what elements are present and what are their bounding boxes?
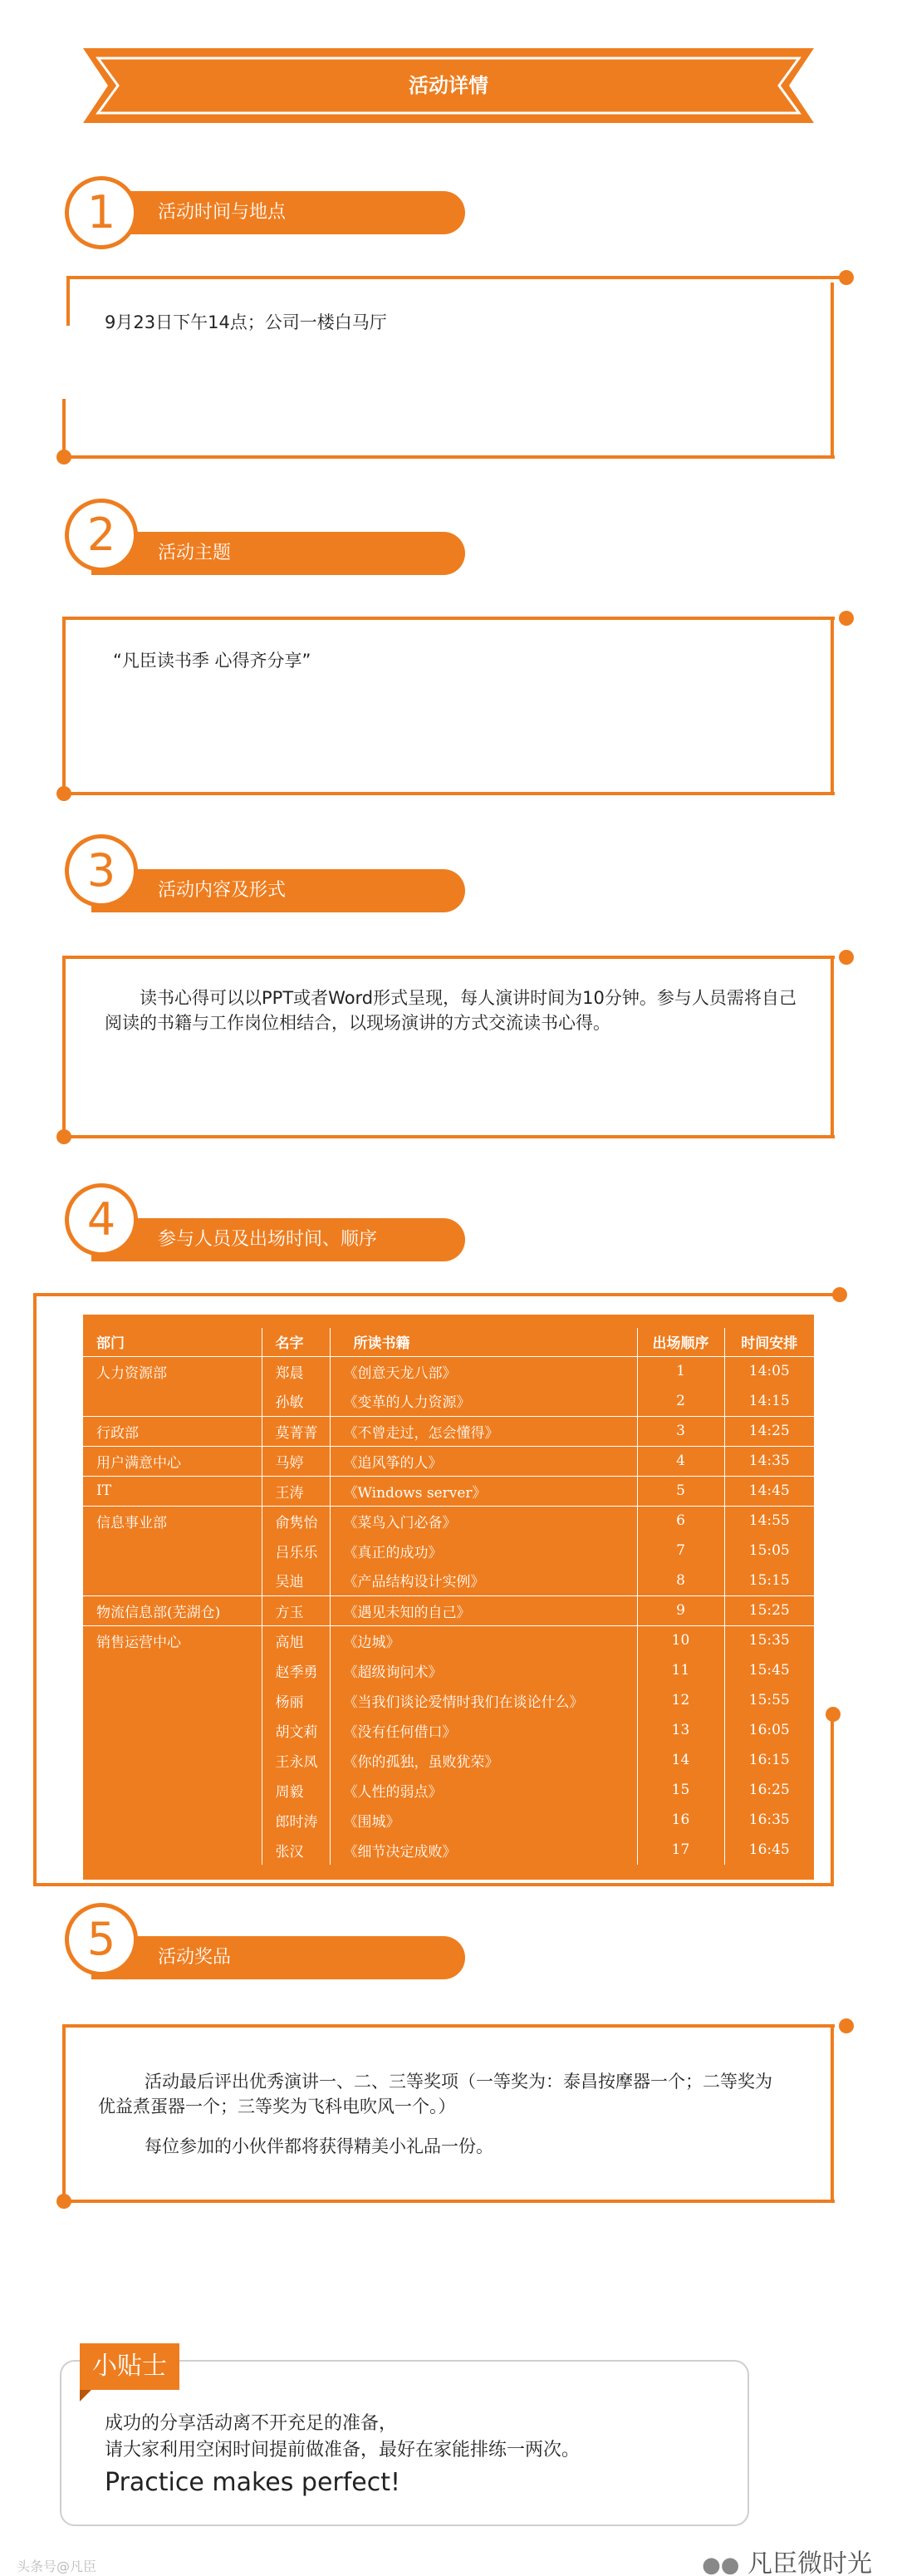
cell-time: 14:55 xyxy=(724,1506,814,1536)
cell-time: 16:25 xyxy=(724,1775,814,1805)
cell-name: 孙敏 xyxy=(262,1386,330,1416)
section-4-header xyxy=(91,1218,465,1261)
box-bottom-line xyxy=(62,455,835,459)
table-row xyxy=(83,1446,814,1476)
section-title: 参与人员及出场时间、顺序 xyxy=(158,1229,378,1250)
table-row xyxy=(83,1715,814,1745)
schedule-body xyxy=(83,1356,814,1865)
table-row xyxy=(83,1745,814,1775)
cell-time: 14:45 xyxy=(724,1476,814,1506)
box-left-tick xyxy=(66,276,70,326)
cell-book: 《人性的弱点》 xyxy=(330,1775,637,1805)
table-row xyxy=(83,1536,814,1566)
tip-tag-fold xyxy=(80,2390,91,2401)
box-left-line xyxy=(33,1293,37,1883)
section-1-header xyxy=(91,191,465,234)
cell-dept: 销售运营中心 xyxy=(83,1625,262,1655)
cell-time: 16:05 xyxy=(724,1715,814,1745)
cell-name: 赵季勇 xyxy=(262,1655,330,1685)
section-3-text: 读书心得可以以PPT或者Word形式呈现，每人演讲时间为10分钟。参与人员需将自己阅读的书籍与工作岗位相结合，以现场演讲的方式交流读书心得。 xyxy=(105,988,797,1033)
cell-time: 16:35 xyxy=(724,1805,814,1835)
box-left-line xyxy=(62,956,66,1138)
cell-name: 俞隽怡 xyxy=(262,1506,330,1536)
table-row xyxy=(83,1685,814,1715)
section-2-text: “凡臣读书季 心得齐分享” xyxy=(113,651,311,671)
cell-time: 15:45 xyxy=(724,1655,814,1685)
box-left-line xyxy=(62,2024,66,2203)
cell-dept xyxy=(83,1386,262,1416)
box-top-line xyxy=(66,276,847,279)
box-right-line xyxy=(831,1712,834,1886)
table-row xyxy=(83,1625,814,1655)
brand-signature xyxy=(702,2543,872,2576)
cell-name: 周毅 xyxy=(262,1775,330,1805)
cell-name: 马婷 xyxy=(262,1446,330,1476)
cell-dept: 行政部 xyxy=(83,1416,262,1446)
cell-book: 《围城》 xyxy=(330,1805,637,1835)
box-top-line xyxy=(62,2024,835,2028)
cell-dept xyxy=(83,1566,262,1595)
section-5-text-2: 每位参加的小伙伴都将获得精美小礼品一份。 xyxy=(145,2136,493,2156)
box-dot xyxy=(56,1129,71,1144)
section-1-text: 9月23日下午14点；公司一楼白马厅 xyxy=(105,312,387,332)
cell-book: 《菜鸟入门必备》 xyxy=(330,1506,637,1536)
cell-name: 吕乐乐 xyxy=(262,1536,330,1566)
box-right-line xyxy=(831,2024,834,2203)
cell-dept xyxy=(83,1655,262,1685)
header-name: 名字 xyxy=(262,1328,330,1356)
cell-order: 7 xyxy=(637,1536,724,1566)
watermark: 头条号@凡臣 xyxy=(17,2559,97,2574)
cell-name: 郑晨 xyxy=(262,1356,330,1386)
box-dot xyxy=(839,270,854,285)
table-row xyxy=(83,1805,814,1835)
cell-time: 15:55 xyxy=(724,1685,814,1715)
box-right-line xyxy=(831,956,834,1138)
cell-book: 《Windows server》 xyxy=(330,1476,637,1506)
table-row xyxy=(83,1655,814,1685)
cell-book: 《变革的人力资源》 xyxy=(330,1386,637,1416)
cell-dept xyxy=(83,1715,262,1745)
cell-dept: 用户满意中心 xyxy=(83,1446,262,1476)
cell-time: 15:15 xyxy=(724,1566,814,1595)
box-top-line xyxy=(33,1293,839,1296)
cell-dept xyxy=(83,1536,262,1566)
cell-order: 9 xyxy=(637,1595,724,1625)
box-dot xyxy=(839,611,854,626)
schedule-table xyxy=(83,1328,814,1865)
cell-book: 《当我们谈论爱情时我们在谈论什么》 xyxy=(330,1685,637,1715)
cell-book: 《你的孤独，虽败犹荣》 xyxy=(330,1745,637,1775)
cell-book: 《创意天龙八部》 xyxy=(330,1356,637,1386)
cell-dept xyxy=(83,1805,262,1835)
cell-order: 16 xyxy=(637,1805,724,1835)
cell-name: 吴迪 xyxy=(262,1566,330,1595)
section-title: 活动奖品 xyxy=(158,1947,232,1968)
box-bottom-line xyxy=(62,1135,835,1138)
box-dot xyxy=(839,950,854,965)
cell-time: 15:35 xyxy=(724,1625,814,1655)
section-3-header xyxy=(91,869,465,912)
cell-dept xyxy=(83,1745,262,1775)
section-3-number: 3 xyxy=(65,834,138,907)
cell-name: 方玉 xyxy=(262,1595,330,1625)
cell-book: 《没有任何借口》 xyxy=(330,1715,637,1745)
cell-order: 6 xyxy=(637,1506,724,1536)
table-header-row xyxy=(83,1328,814,1356)
cell-book: 《边城》 xyxy=(330,1625,637,1655)
cell-order: 2 xyxy=(637,1386,724,1416)
cell-order: 1 xyxy=(637,1356,724,1386)
box-left-line xyxy=(62,617,66,795)
schedule-table-panel xyxy=(83,1315,814,1880)
box-right-line xyxy=(831,283,834,457)
cell-name: 郎时涛 xyxy=(262,1805,330,1835)
section-5-header xyxy=(91,1936,465,1979)
cell-dept: IT xyxy=(83,1476,262,1506)
box-dot xyxy=(839,2018,854,2033)
cell-name: 王涛 xyxy=(262,1476,330,1506)
page-title: 活动详情 xyxy=(409,74,488,97)
cell-dept xyxy=(83,1835,262,1865)
table-row xyxy=(83,1506,814,1536)
section-title: 活动时间与地点 xyxy=(158,202,287,223)
section-5-text: 活动最后评出优秀演讲一、二、三等奖项（一等奖为：泰昌按摩器一个；二等奖为优益煮蛋器一个；三等奖为飞科电吹风一个。） xyxy=(98,2072,772,2116)
cell-name: 胡文莉 xyxy=(262,1715,330,1745)
table-row xyxy=(83,1386,814,1416)
cell-dept: 物流信息部(芜湖仓) xyxy=(83,1595,262,1625)
cell-time: 16:15 xyxy=(724,1745,814,1775)
section-2-header xyxy=(91,532,465,575)
box-dot xyxy=(832,1287,847,1302)
table-row xyxy=(83,1416,814,1446)
cell-name: 高旭 xyxy=(262,1625,330,1655)
box-dot xyxy=(56,450,71,465)
cell-dept xyxy=(83,1685,262,1715)
box-dot xyxy=(56,786,71,801)
header-book: 所读书籍 xyxy=(330,1328,637,1356)
section-4-number: 4 xyxy=(65,1183,138,1256)
cell-book: 《产品结构设计实例》 xyxy=(330,1566,637,1595)
cell-time: 16:45 xyxy=(724,1835,814,1865)
cell-book: 《细节决定成败》 xyxy=(330,1835,637,1865)
cell-order: 10 xyxy=(637,1625,724,1655)
cell-book: 《真正的成功》 xyxy=(330,1536,637,1566)
section-2-number: 2 xyxy=(65,499,138,572)
cell-order: 12 xyxy=(637,1685,724,1715)
cell-time: 15:25 xyxy=(724,1595,814,1625)
brand-name: 凡臣微时光 xyxy=(748,2549,872,2576)
cell-order: 11 xyxy=(637,1655,724,1685)
box-bottom-line xyxy=(62,2200,835,2203)
header-order: 出场顺序 xyxy=(637,1328,724,1356)
box-dot xyxy=(826,1707,841,1722)
cell-time: 14:15 xyxy=(724,1386,814,1416)
tip-line-2: 请大家利用空闲时间提前做准备，最好在家能排练一两次。 xyxy=(105,2440,581,2460)
tip-tag: 小贴士 xyxy=(80,2343,179,2390)
section-5-number: 5 xyxy=(65,1903,138,1976)
box-top-line xyxy=(62,617,835,620)
tip-line-1: 成功的分享活动离不开充足的准备， xyxy=(105,2413,398,2434)
table-row xyxy=(83,1356,814,1386)
table-row xyxy=(83,1566,814,1595)
cell-name: 王永凤 xyxy=(262,1745,330,1775)
table-row xyxy=(83,1775,814,1805)
cell-order: 3 xyxy=(637,1416,724,1446)
cell-book: 《追风筝的人》 xyxy=(330,1446,637,1476)
cell-order: 15 xyxy=(637,1775,724,1805)
cell-time: 14:05 xyxy=(724,1356,814,1386)
cell-name: 杨丽 xyxy=(262,1685,330,1715)
section-title: 活动主题 xyxy=(158,543,232,563)
wechat-icon: ●● xyxy=(702,2553,740,2576)
cell-book: 《遇见未知的自己》 xyxy=(330,1595,637,1625)
cell-dept: 人力资源部 xyxy=(83,1356,262,1386)
cell-order: 13 xyxy=(637,1715,724,1745)
table-row xyxy=(83,1835,814,1865)
cell-time: 14:25 xyxy=(724,1416,814,1446)
cell-name: 张汉 xyxy=(262,1835,330,1865)
table-row xyxy=(83,1476,814,1506)
box-bottom-line xyxy=(33,1883,834,1886)
cell-dept xyxy=(83,1775,262,1805)
table-row xyxy=(83,1595,814,1625)
box-right-line xyxy=(831,617,834,795)
cell-order: 5 xyxy=(637,1476,724,1506)
tip-english: Practice makes perfect! xyxy=(105,2468,401,2497)
header-dept: 部门 xyxy=(83,1328,262,1356)
section-1-number: 1 xyxy=(65,176,138,249)
cell-order: 14 xyxy=(637,1745,724,1775)
cell-book: 《不曾走过，怎会懂得》 xyxy=(330,1416,637,1446)
cell-book: 《超级询问术》 xyxy=(330,1655,637,1685)
cell-order: 4 xyxy=(637,1446,724,1476)
section-title: 活动内容及形式 xyxy=(158,880,287,901)
cell-time: 15:05 xyxy=(724,1536,814,1566)
cell-name: 莫菁菁 xyxy=(262,1416,330,1446)
cell-dept: 信息事业部 xyxy=(83,1506,262,1536)
cell-order: 8 xyxy=(637,1566,724,1595)
header-time: 时间安排 xyxy=(724,1328,814,1356)
cell-order: 17 xyxy=(637,1835,724,1865)
box-dot xyxy=(56,2194,71,2209)
cell-time: 14:35 xyxy=(724,1446,814,1476)
box-top-line xyxy=(62,956,835,959)
box-bottom-line xyxy=(62,792,835,795)
